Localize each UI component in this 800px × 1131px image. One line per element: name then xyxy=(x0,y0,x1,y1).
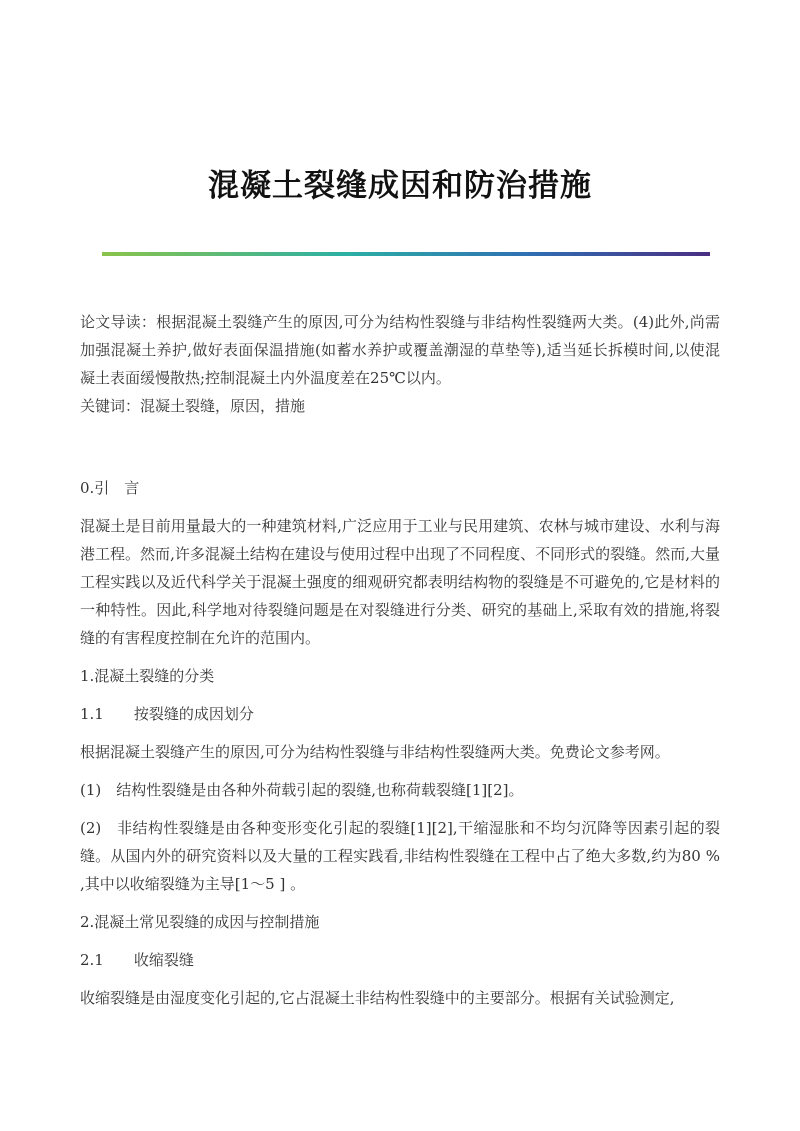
list-item-structural: (1) 结构性裂缝是由各种外荷载引起的裂缝,也称荷载裂缝[1][2]。 xyxy=(80,781,524,799)
section-1-1-paragraph: 根据混凝土裂缝产生的原因,可分为结构性裂缝与非结构性裂缝两大类。免费论文参考网。 xyxy=(80,743,670,761)
section-1-1-heading: 1.1 按裂缝的成因划分 xyxy=(80,705,254,723)
list-item-nonstructural: (2) 非结构性裂缝是由各种变形变化引起的裂缝[1][2],干缩湿胀和不均匀沉降等因素引起的裂缝。从国内外的研究资料以及大量的工程实践看,非结构性裂缝在工程中占了绝大多数,约为80 % ,其中以收缩裂缝为主导[1～5 ] 。 xyxy=(80,819,720,893)
title-divider xyxy=(102,252,710,256)
abstract-text: 论文导读：根据混凝土裂缝产生的原因,可分为结构性裂缝与非结构性裂缝两大类。(4)此外,尚需加强混凝土养护,做好表面保温措施(如蓄水养护或覆盖潮湿的草垫等),适当延长拆模时间,以使混凝土表面缓慢散热;控制混凝土内外温度差在25℃以内。 xyxy=(80,313,720,387)
keywords-line: 关键词：混凝土裂缝，原因，措施 xyxy=(80,397,306,415)
abstract-block xyxy=(80,308,720,420)
body-block xyxy=(80,474,720,1012)
section-2-heading: 2.混凝土常见裂缝的成因与控制措施 xyxy=(80,913,320,931)
section-2-1-heading: 2.1 收缩裂缝 xyxy=(80,951,194,969)
page-title: 混凝土裂缝成因和防治措施 xyxy=(208,168,592,204)
section-1-heading: 1.混凝土裂缝的分类 xyxy=(80,667,215,685)
section-2-1-paragraph: 收缩裂缝是由湿度变化引起的,它占混凝土非结构性裂缝中的主要部分。根据有关试验测定, xyxy=(80,989,675,1007)
intro-paragraph: 混凝土是目前用量最大的一种建筑材料,广泛应用于工业与民用建筑、农林与城市建设、水利与海港工程。然而,许多混凝土结构在建设与使用过程中出现了不同程度、不同形式的裂缝。然而,大量工程实践以及近代科学关于混凝土强度的细观研究都表明结构物的裂缝是不可避免的,它是材料的一种特性。因此,科学地对待裂缝问题是在对裂缝进行分类、研究的基础上,采取有效的措施,将裂缝的有害程度控制在允许的范围内。 xyxy=(80,517,720,647)
intro-heading: 0.引 言 xyxy=(80,479,140,497)
